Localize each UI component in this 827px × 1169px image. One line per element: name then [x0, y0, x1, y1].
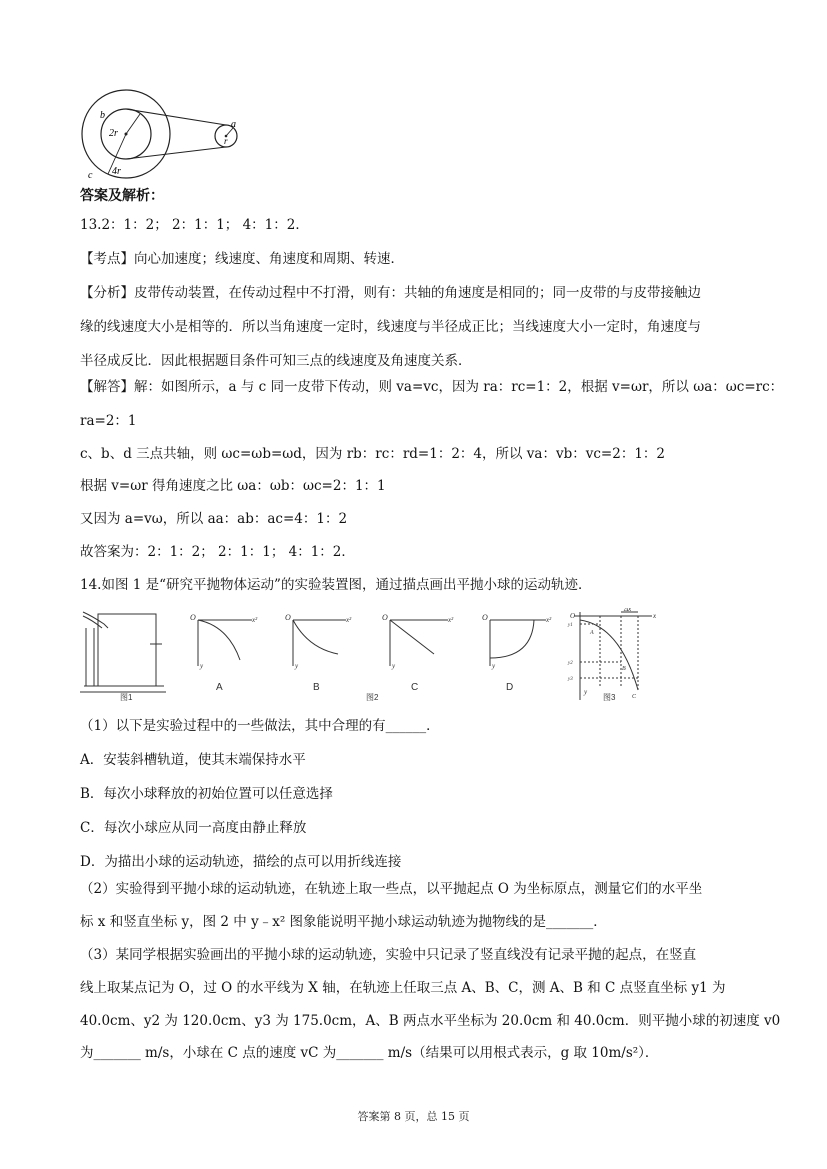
q13-fenxi-2: 缘的线速度大小是相等的．所以当角速度一定时，线速度与半径成正比；当线速度大小一定时，角速度与: [80, 319, 701, 335]
svg-text:x²: x²: [448, 616, 454, 624]
q13-answer: 13.2：1：2； 2：1：1； 4：1：2．: [80, 217, 309, 233]
q14-option-a: A．安装斜槽轨道，使其末端保持水平: [80, 752, 306, 768]
q14-option-c: C．每次小球应从同一高度由静止释放: [80, 820, 307, 836]
svg-text:y1: y1: [568, 623, 573, 628]
pulley-label-2r: 2r: [109, 128, 118, 139]
svg-text:x: x: [653, 612, 657, 620]
graph-label-d: D: [506, 682, 514, 693]
graph-label-a: A: [216, 682, 223, 693]
q14-part3-line3: 40.0cm、y2 为 120.0cm、y3 为 175.0cm，A、B 两点水平坐标为 20.0cm 和 40.0cm．则平抛小球的初速度 v0: [80, 1013, 781, 1029]
q13-jieda-5: 又因为 a=vω，所以 aa：ab：ac=4：1：2: [80, 511, 348, 527]
svg-text:y: y: [392, 662, 396, 670]
svg-text:y3: y3: [568, 677, 573, 682]
q14-option-d: D．为描出小球的运动轨迹，描绘的点可以用折线连接: [80, 854, 402, 870]
fig2-caption: 图2: [366, 693, 379, 702]
svg-text:y: y: [492, 662, 496, 670]
svg-text:O: O: [382, 613, 388, 622]
graph-a: [198, 620, 252, 666]
pulley-label-c: c: [88, 170, 93, 180]
graph-d: [490, 620, 546, 666]
q14-part3-line1: （3）某同学根据实验画出的平抛小球的运动轨迹，实验中只记录了竖直线没有记录平抛的起点，在竖直: [80, 947, 697, 963]
svg-text:O: O: [190, 613, 196, 622]
q14-part2-line2: 标 x 和竖直坐标 y，图 2 中 y﹣x² 图象能说明平抛小球运动轨迹为抛物线的是_______．: [80, 914, 607, 930]
svg-text:O: O: [482, 613, 488, 622]
q14-part1: （1）以下是实验过程中的一些做法，其中合理的有______．: [80, 718, 440, 734]
q13-jieda-1: 【解答】解：如图所示，a 与 c 同一皮带下传动，则 va=vc，因为 ra：rc=1：2，根据 v=ωr，所以 ωa：ωc=rc：: [80, 379, 784, 395]
q14-stem: 14.如图 1 是“研究平抛物体运动”的实验装置图，通过描点画出平抛小球的运动轨迹．: [80, 577, 592, 593]
svg-text:y: y: [200, 662, 204, 670]
experiment-figures: [80, 608, 670, 706]
svg-text:A: A: [590, 630, 594, 636]
q13-kaodian: 【考点】向心加速度；线速度、角速度和周期、转速．: [80, 251, 404, 267]
q13-jieda-3: c、b、d 三点共轴，则 ωc=ωb=ωd，因为 rb：rc：rd=1：2：4，所以 va：vb：vc=2：1：2: [80, 446, 665, 462]
graph-label-c: C: [411, 682, 419, 693]
pulley-label-4r: 4r: [112, 166, 121, 177]
pulley-label-b: b: [100, 110, 105, 121]
svg-text:O: O: [285, 613, 291, 622]
pulley-figure: [78, 88, 248, 180]
graph-b: [293, 620, 346, 666]
fig1-apparatus: [80, 612, 166, 692]
q13-fenxi-3: 半径成反比．因此根据题目条件可知三点的线速度及角速度关系．: [80, 353, 472, 369]
svg-text:O: O: [570, 612, 576, 620]
pulley-label-a: a: [231, 119, 236, 130]
q13-jieda-2: ra=2：1: [80, 413, 137, 429]
q14-option-b: B．每次小球释放的初始位置可以任意选择: [80, 786, 333, 802]
q14-part3-line2: 线上取某点记为 O，过 O 的水平线为 X 轴，在轨迹上任取三点 A、B、C，测 A、B 和 C 点竖直坐标 y1 为: [80, 980, 726, 996]
fig3-caption: 图3: [603, 693, 616, 702]
svg-text:x²: x²: [346, 616, 352, 624]
answer-heading: 答案及解析：: [80, 188, 164, 204]
graph-c: [390, 620, 448, 666]
svg-text:y: y: [584, 688, 588, 696]
page-footer: 答案第 8 页，总 15 页: [357, 1110, 470, 1123]
svg-text:y2: y2: [568, 661, 573, 666]
fig3-trajectory: [574, 612, 652, 700]
svg-text:x²: x²: [252, 616, 258, 624]
q13-jieda-4: 根据 v=ωr 得角速度之比 ωa：ωb：ωc=2：1：1: [80, 478, 386, 494]
svg-text:B: B: [622, 666, 626, 672]
q14-part3-line4: 为_______ m/s，小球在 C 点的速度 vC 为_______ m/s（结果可以用根式表示，g 取 10m/s²）．: [80, 1045, 659, 1061]
q14-part2-line1: （2）实验得到平抛小球的运动轨迹，在轨迹上取一些点，以平抛起点 O 为坐标原点，测量它们的水平坐: [80, 881, 703, 897]
graph-label-b: B: [313, 682, 320, 693]
svg-text:y: y: [295, 662, 299, 670]
pulley-label-r: r: [224, 136, 228, 146]
svg-text:C: C: [632, 694, 637, 700]
q13-final-answer: 故答案为：2：1：2； 2：1：1； 4：1：2．: [80, 544, 355, 560]
fig3-dx: Δx: [624, 608, 632, 613]
svg-text:x²: x²: [546, 616, 552, 624]
q13-fenxi-1: 【分析】皮带传动装置，在传动过程中不打滑，则有：共轴的角速度是相同的；同一皮带的与皮带接触边: [80, 285, 701, 301]
fig1-caption: 图1: [120, 693, 133, 702]
